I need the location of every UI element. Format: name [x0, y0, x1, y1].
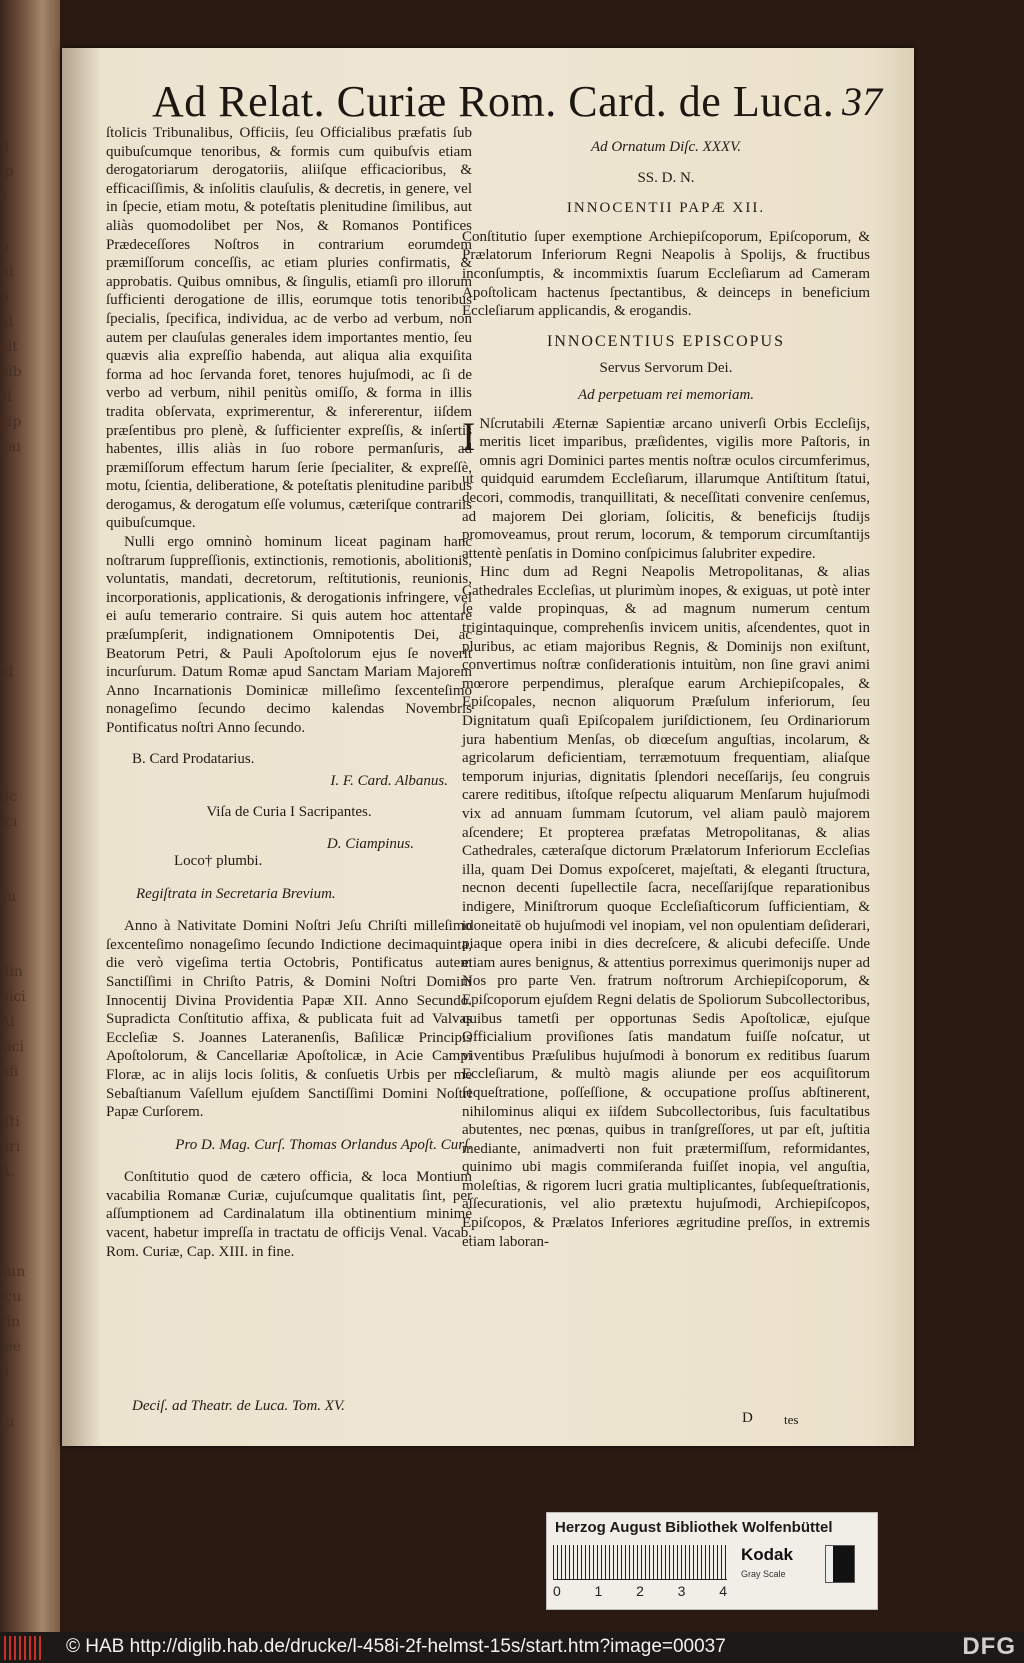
right-paragraph-1 — [462, 415, 870, 564]
ruler-number: 3 — [677, 1583, 686, 1599]
gutter-shadow — [62, 48, 102, 1446]
scale-card-title: Herzog August Bibliothek Wolfenbüttel — [555, 1519, 833, 1536]
constitution-summary: Conſtitutio ſuper exemptione Archiepiſcoporum, Epiſcoporum, & Prælatorum Inferiorum Regni Neapolis à Spolijs, & fructibus inconſumptis, & incommixtis ſuarum Eccleſiarum ad Cameram Apoſtolicam hactenus ſpectantibus, & deinceps in beneficium Eccleſiarum applicandis, & erogandis. — [462, 228, 870, 320]
gray-scale-label: Gray Scale — [741, 1569, 786, 1579]
ruler-number: 2 — [636, 1583, 644, 1599]
left-column — [106, 124, 472, 1261]
signature-prodatarius: B. Card Prodatarius. — [132, 750, 255, 767]
left-paragraph-3: Anno à Nativitate Domini Noſtri Jeſu Chriſti milleſimo ſexcenteſimo nonageſimo ſecundo Indictione decimaquinta, die verò vigeſima tertia Octobris, Pontificatus autem Sanctiſſimi in Chriſto Patris, & Domini Noſtri Domini Innocentij Divina Providentia Papæ XII. Anno Secundo. Supradicta Conſtitutio affixa, & publicata fuit ad Valvas Eccleſiæ S. Joannes Lateranenſis, Baſilicæ Principis Apoſtolorum, & Cancellariæ Apoſtolicæ, in Acie Campi Floræ, ac in alijs locis ſolitis, & conſuetis Urbis per me Sebaſtianum Vaſellum ejuſdem Sanctiſſimi Domini Noſtri Papæ Curſorem. — [106, 918, 472, 1121]
left-paragraph-4: Conſtitutio quod de cætero officia, & loca Montium vacabilia Romanæ Curiæ, cujuſcumque qualitatis ſint, per aſſumptionem ad Cardinalatum illa obtinentium minimè vacent, habetur impreſſa in tractatu de officijs Venal. Vacab. Rom. Curiæ, Cap. XIII. in fine. — [106, 1169, 472, 1260]
loco-plumbi: Loco† plumbi. — [174, 852, 263, 869]
visa-curia: Viſa de Curia I Sacripantes. — [206, 803, 372, 820]
running-title: Ad Relat. Curiæ Rom. Card. de Luca. — [152, 77, 835, 126]
catchword: tes — [784, 1412, 799, 1427]
dfg-logo: DFG — [962, 1633, 1016, 1660]
ruler-number: 1 — [594, 1583, 603, 1599]
library-scale-card — [546, 1512, 878, 1610]
heading-memoriam: Ad perpetuam rei memoriam. — [577, 386, 755, 403]
footer-reference: Deciſ. ad Theatr. de Luca. Tom. XV. — [132, 1398, 345, 1414]
signature-ciampinus: D. Ciampinus. — [326, 836, 414, 853]
kodak-gray-scale — [737, 1543, 869, 1599]
registrata-line: Regiſtrata in Secretaria Brevium. — [136, 885, 336, 902]
ruler-scale — [553, 1545, 727, 1580]
bottom-bar — [0, 1632, 1024, 1663]
right-paragraph-1-text: Nſcrutabili Æternæ Sapientiæ arcano univerſi Orbis Eccleſijs, meritis licet imparibus, præſidentes, vigilis more Paſtoris, in omnis agri Dominici partes mentis noſtræ oculos circumferimus, ut quidquid earumdem Eccleſiarum, illarumque Antiſtitum ſtatui, decori, commodis, tranquillitati, & neceſſitati convenire cenſemus, ad majorem Dei gloriam, ſolicitis, & beneficijs ſtudijs promoveamus, prout rerum, locorum, & temporum circumſtantijs attentè penſatis in Domino conſpicimus ſalubriter expedire. — [462, 415, 870, 562]
book-page — [62, 48, 914, 1446]
right-column — [462, 138, 870, 1251]
left-paragraph-2: Nulli ergo omninò hominum liceat paginam hanc noſtrarum ſuppreſſionis, extinctionis, remotionis, abolitionis, voluntatis, mandati, decretorum, reſtitutionis, reunionis, incorporationis, applicationis, & derogationis infringere, vel ei auſu temerario contraire. Si quis autem hoc attentare præſumpſerit, indignationem Omnipotentis Dei, ac Beatorum Petri, & Pauli Apoſtolorum ejus ſe noverit incurſurum. Datum Romæ apud Sanctam Mariam Majorem Anno Incarnationis Dominicæ milleſimo ſexcenteſimo nonageſimo ſecundo decimo kalendas Novembris Pontificatus noſtri Anno ſecundo. — [106, 534, 472, 736]
signature-albanus: I. F. Card. Albanus. — [330, 773, 448, 790]
heading-ssdn: SS. D. N. — [637, 169, 695, 186]
heading-servus: Servus Servorum Dei. — [599, 360, 733, 377]
heading-innocentii: INNOCENTII PAPÆ XII. — [566, 200, 766, 217]
signature-mark: D — [742, 1410, 753, 1426]
heading-ornatum: Ad Ornatum Diſc. XXXV. — [590, 139, 742, 155]
cursor-line: Pro D. Mag. Curſ. Thomas Orlandus Apoſt. Curſ. — [175, 1136, 472, 1153]
kodak-brand: Kodak — [741, 1545, 793, 1564]
ruler-number: 4 — [719, 1583, 727, 1599]
source-url[interactable]: © HAB http://diglib.hab.de/drucke/l-458i-2f-helmst-15s/start.htm?image=00037 — [66, 1636, 726, 1657]
previous-page-edge: ſ d ip s p ni b al cit eib si cip caı id fic fcı su flin bici Al sici nfi ıfti uri A. sun lcu rin lee fi tu — [0, 114, 26, 1430]
left-paragraph-1: ſtolicis Tribunalibus, Officiis, ſeu Officialibus præfatis ſub quibuſcumque tenoribus, & formis cum quibuſvis etiam derogatoriarum derogatoriis, aliiſque efficacioribus, & efficaciſſimis, & inſolitis clauſulis, & decretis, in genere, vel in ſpecie, etiam motu, & poteſtatis plenitudine ſimilibus, aut aliàs quomodolibet per Nos, & Romanos Pontifices Prædeceſſores Noſtros in contrarium eorumdem præmiſſorum conceſſis, ac etiam pluries confirmatis, & approbatis. Quibus omnibus, & ſingulis, etiamſi pro illorum ſufficienti derogatione de illis, eorumque totis tenoribus ſpecialis, ſpecifica, individua, ac de verbo ad verbum, non autem per clauſulas generales idem importantes mentio, ſeu quævis alia expreſſio habenda, aut aliqua alia exquiſita forma ad hoc ſervanda foret, tenores hujuſmodi, ac ſi de verbo ad verbum, nihil penitùs omiſſo, & forma in illis tradita obſervata, exprimerentur, & infererentur, iiſdem præſentibus pro plenè, & ſufficienter expreſſis, & inſertis habentes, illis aliàs in ſuo robore permanſuris, ad præmiſſorum effectum harum ſerie ſpecialiter, & expreſſè, motu, ſcientia, deliberatione, & poteſtatis plenitudine paribus derogamus, & derogatum eſſe volumus, cæteriſque contrariis quibuſcumque. — [106, 125, 472, 532]
barcode-icon — [4, 1636, 44, 1660]
ruler-numbers — [553, 1583, 727, 1599]
gray-swatch — [825, 1545, 855, 1583]
ruler-number: 0 — [553, 1583, 561, 1599]
right-paragraph-2: Hinc dum ad Regni Neapolis Metropolitanas, & alias Cathedrales Eccleſias, ut plurimùm inopes, & exiguas, ut potè inter ſe valde propinquas, & ad magnum numerum centum trigintaquinque, comprehenſis invicem unitis, aſcendentes, quot in pluribus, ac etiam majoribus Regnis, & Dominijs non exiſtunt, convertimus noſtræ conſiderationis intuitùm, non ſine gravi animi mœrore perpendimus, pleraſque earum Archiepiſcopales, & Epiſcopales, necnon aliquorum Præſulum inferiorum, ſeu Dignitatum quaſi Epiſcopalem juriſdictionem, ſeu Ordinariorum jura habentium Menſas, ob diœceſum anguſtias, incolarum, & agricolarum deficientiam, terræmotuum frequentiam, aliaſque temporum injurias, dignitatis ſplendori neceſſarijs, ſeu congruis carere reditibus, iſtoſque reſpectu aliquarum Menſarum hujuſmodi vix ad annuam ſummam ſcutorum, vel aliam paulò majorem aſcendere; Et propterea præfatas Metropolitanas, & alias Cathedrales, cæteraſque dictorum Prælatorum Inferiorum Eccleſias illa, quam Dei Domus expoſceret, majeſtati, & eleganti ſtructura, necnon decenti ſupellectile ſacra, neceſſarijſque reparationibus indigere, Miniſtrorum quoque Eccleſiaſticorum ſufficientiam, & idoneitatē ob hujuſmodi vel inopiam, vel non opulentiam deſiderari, piaque opera inibi in dies decreſcere, & alicubi defeciſſe. Unde etiam aures benignus, & attentius porreximus querimonijs nuper ad Nos pro parte Ven. fratrum noſtrorum Archiepiſcoporum, & Epiſcoporum ejuſdem Regni delatis de Spoliorum Subcollectoribus, quibus tametſi per opportunas Sedis Apoſtolicæ, ejuſque Officialium proviſiones ſatis mandatum fuiſſe noſcatur, ut viventibus Præſulibus hujuſmodi à bonorum ex reditibus ſuarum Eccleſiarum, & multò magis aliunde per eos acquiſitorum ſequeſtratione, poſſeſſione, & occupatione proſſus abſtinerent, nihilominus aliqui ex iiſdem Subcollectoribus, ſuis facultatibus abutentes, nec pœnas, quibus in tranſgreſſores, ut par eſt, juſtitia mediante, animadverti non fuit prætermiſſum, reformidantes, quinimo ubi magis commiſeranda fuiſſet inopia, vel anguſtia, moleſtias, & rigorem lucri gratia multiplicantes, ſubſequeſtrationis, aſſecurationis, vel alio prætextu hujuſmodi, Archiepiſcopos, Epiſcopos, & Prælatos Inferiores ægritudine preſſos, in extremis etiam laboran- — [462, 564, 870, 1250]
page-number: 37 — [842, 79, 882, 124]
heading-innocentius: INNOCENTIUS EPISCOPUS — [546, 332, 786, 350]
drop-cap: I — [462, 413, 476, 459]
